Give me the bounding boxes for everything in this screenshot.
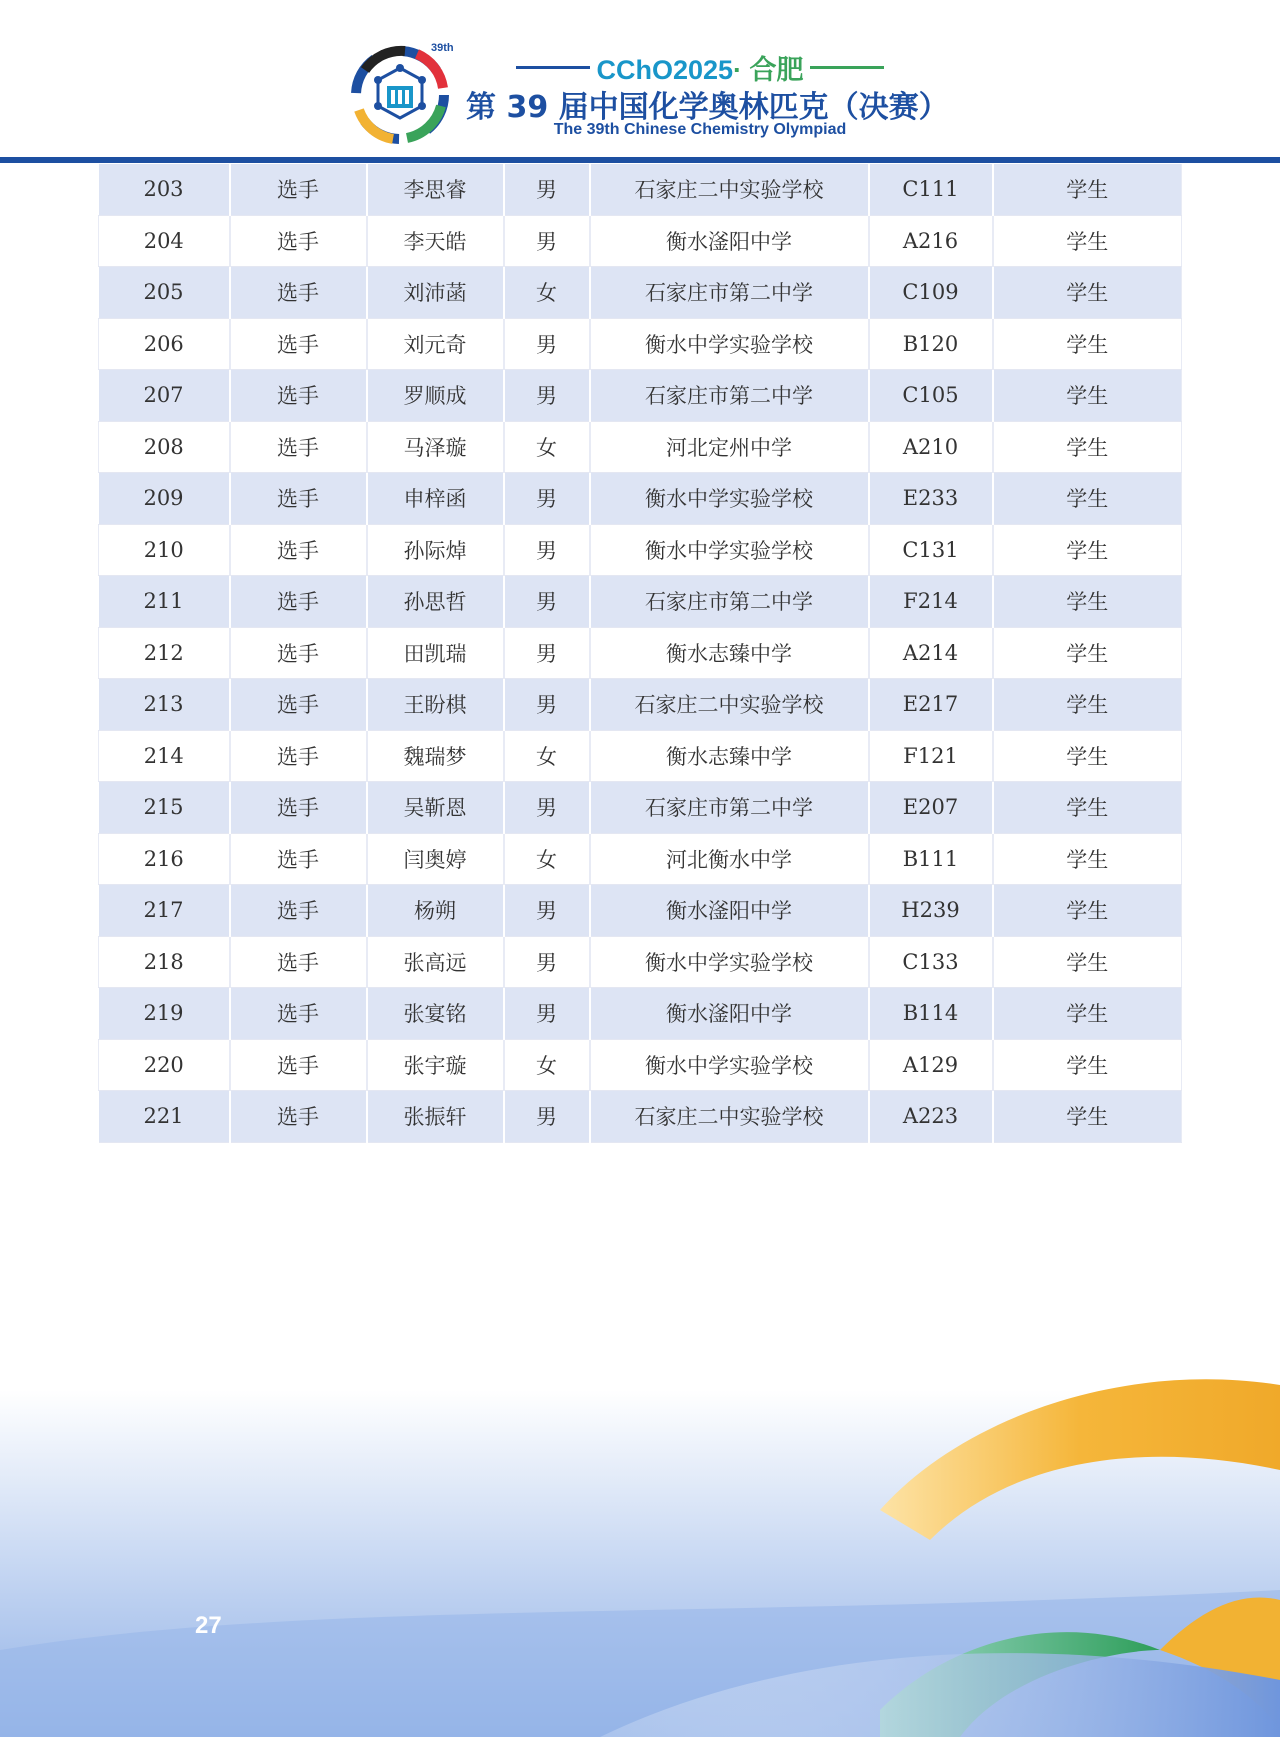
cell-row-number: 218 xyxy=(99,936,230,988)
cell-category: 学生 xyxy=(993,988,1182,1040)
cell-role: 选手 xyxy=(230,730,367,782)
cell-role: 选手 xyxy=(230,164,367,215)
cell-gender: 男 xyxy=(504,524,590,576)
cell-role: 选手 xyxy=(230,473,367,525)
table-row xyxy=(99,576,1182,628)
page-number: 27 xyxy=(195,1612,222,1639)
table-row xyxy=(99,215,1182,267)
cell-row-number: 217 xyxy=(99,885,230,937)
cell-name: 孙思哲 xyxy=(367,576,504,628)
cell-row-number: 220 xyxy=(99,1039,230,1091)
cell-gender: 男 xyxy=(504,679,590,731)
cell-school: 衡水滏阳中学 xyxy=(590,988,869,1040)
cell-school: 石家庄市第二中学 xyxy=(590,267,869,319)
cell-name: 吴靳恩 xyxy=(367,782,504,834)
cell-gender: 男 xyxy=(504,164,590,215)
table-row xyxy=(99,524,1182,576)
cell-row-number: 216 xyxy=(99,833,230,885)
footer-decoration xyxy=(0,1350,1280,1737)
cell-school: 石家庄二中实验学校 xyxy=(590,679,869,731)
header-rule xyxy=(0,157,1280,163)
cell-role: 选手 xyxy=(230,1091,367,1143)
event-city: · 合肥 xyxy=(733,54,804,85)
cell-seat: A129 xyxy=(869,1039,993,1091)
cell-role: 选手 xyxy=(230,576,367,628)
cell-seat: F214 xyxy=(869,576,993,628)
cell-category: 学生 xyxy=(993,215,1182,267)
cell-name: 刘沛菡 xyxy=(367,267,504,319)
cell-gender: 男 xyxy=(504,576,590,628)
cell-school: 河北定州中学 xyxy=(590,421,869,473)
cell-school: 衡水志臻中学 xyxy=(590,730,869,782)
cell-role: 选手 xyxy=(230,267,367,319)
cell-category: 学生 xyxy=(993,473,1182,525)
cell-category: 学生 xyxy=(993,318,1182,370)
cell-name: 张宇璇 xyxy=(367,1039,504,1091)
cell-name: 张振轩 xyxy=(367,1091,504,1143)
cell-school: 衡水滏阳中学 xyxy=(590,215,869,267)
table-row xyxy=(99,936,1182,988)
cell-category: 学生 xyxy=(993,1039,1182,1091)
cell-name: 杨朔 xyxy=(367,885,504,937)
cell-seat: A223 xyxy=(869,1091,993,1143)
cell-category: 学生 xyxy=(993,782,1182,834)
cell-seat: B111 xyxy=(869,833,993,885)
cell-seat: C109 xyxy=(869,267,993,319)
cell-seat: B114 xyxy=(869,988,993,1040)
cell-name: 张高远 xyxy=(367,936,504,988)
cell-gender: 男 xyxy=(504,215,590,267)
cell-role: 选手 xyxy=(230,936,367,988)
cell-row-number: 208 xyxy=(99,421,230,473)
cell-category: 学生 xyxy=(993,679,1182,731)
table-row xyxy=(99,988,1182,1040)
table-row xyxy=(99,370,1182,422)
roster-body xyxy=(99,164,1182,1142)
cell-row-number: 215 xyxy=(99,782,230,834)
cell-name: 李天皓 xyxy=(367,215,504,267)
cell-gender: 女 xyxy=(504,421,590,473)
cell-name: 闫奥婷 xyxy=(367,833,504,885)
cell-gender: 女 xyxy=(504,1039,590,1091)
cell-row-number: 211 xyxy=(99,576,230,628)
table-row xyxy=(99,833,1182,885)
cell-category: 学生 xyxy=(993,627,1182,679)
cell-seat: E233 xyxy=(869,473,993,525)
cell-school: 衡水中学实验学校 xyxy=(590,1039,869,1091)
cell-row-number: 212 xyxy=(99,627,230,679)
cell-seat: C105 xyxy=(869,370,993,422)
cell-gender: 男 xyxy=(504,627,590,679)
table-row xyxy=(99,421,1182,473)
cell-school: 衡水滏阳中学 xyxy=(590,885,869,937)
cell-school: 衡水中学实验学校 xyxy=(590,524,869,576)
cell-name: 李思睿 xyxy=(367,164,504,215)
cell-category: 学生 xyxy=(993,833,1182,885)
cell-school: 石家庄市第二中学 xyxy=(590,782,869,834)
cell-role: 选手 xyxy=(230,215,367,267)
cell-gender: 男 xyxy=(504,782,590,834)
cell-role: 选手 xyxy=(230,679,367,731)
cell-seat: F121 xyxy=(869,730,993,782)
cell-role: 选手 xyxy=(230,627,367,679)
title-dash-right xyxy=(810,66,884,69)
cell-seat: E207 xyxy=(869,782,993,834)
cell-seat: A216 xyxy=(869,215,993,267)
cell-role: 选手 xyxy=(230,782,367,834)
cell-seat: C133 xyxy=(869,936,993,988)
table-row xyxy=(99,318,1182,370)
cell-school: 河北衡水中学 xyxy=(590,833,869,885)
cell-name: 魏瑞梦 xyxy=(367,730,504,782)
cell-row-number: 210 xyxy=(99,524,230,576)
logo-superscript: 39th xyxy=(431,42,454,54)
cell-gender: 女 xyxy=(504,730,590,782)
cell-seat: E217 xyxy=(869,679,993,731)
title-event-code xyxy=(510,50,890,84)
cell-role: 选手 xyxy=(230,318,367,370)
cell-seat: A214 xyxy=(869,627,993,679)
cell-school: 衡水中学实验学校 xyxy=(590,473,869,525)
cell-name: 田凯瑞 xyxy=(367,627,504,679)
cell-category: 学生 xyxy=(993,1091,1182,1143)
cell-role: 选手 xyxy=(230,421,367,473)
cell-category: 学生 xyxy=(993,524,1182,576)
cell-school: 石家庄市第二中学 xyxy=(590,370,869,422)
cell-row-number: 219 xyxy=(99,988,230,1040)
cell-gender: 男 xyxy=(504,473,590,525)
cell-gender: 男 xyxy=(504,1091,590,1143)
title-english: The 39th Chinese Chemistry Olympiad xyxy=(553,121,847,138)
cell-gender: 女 xyxy=(504,833,590,885)
cell-school: 石家庄市第二中学 xyxy=(590,576,869,628)
cell-school: 衡水中学实验学校 xyxy=(590,318,869,370)
table-row xyxy=(99,679,1182,731)
olympiad-logo-icon xyxy=(345,40,455,150)
cell-category: 学生 xyxy=(993,576,1182,628)
table-row xyxy=(99,627,1182,679)
table-row xyxy=(99,782,1182,834)
cell-name: 罗顺成 xyxy=(367,370,504,422)
cell-name: 王盼棋 xyxy=(367,679,504,731)
cell-category: 学生 xyxy=(993,267,1182,319)
cell-row-number: 209 xyxy=(99,473,230,525)
cell-category: 学生 xyxy=(993,164,1182,215)
title-dash-left xyxy=(516,66,590,69)
table-row xyxy=(99,730,1182,782)
cell-category: 学生 xyxy=(993,730,1182,782)
cell-row-number: 204 xyxy=(99,215,230,267)
cell-row-number: 213 xyxy=(99,679,230,731)
cell-gender: 男 xyxy=(504,988,590,1040)
cell-gender: 男 xyxy=(504,936,590,988)
cell-seat: B120 xyxy=(869,318,993,370)
cell-name: 马泽璇 xyxy=(367,421,504,473)
page-header xyxy=(0,0,1280,165)
table-row xyxy=(99,473,1182,525)
cell-category: 学生 xyxy=(993,936,1182,988)
cell-role: 选手 xyxy=(230,524,367,576)
cell-row-number: 203 xyxy=(99,164,230,215)
cell-gender: 男 xyxy=(504,370,590,422)
cell-category: 学生 xyxy=(993,370,1182,422)
cell-name: 张宴铭 xyxy=(367,988,504,1040)
cell-gender: 男 xyxy=(504,885,590,937)
table-row xyxy=(99,885,1182,937)
cell-role: 选手 xyxy=(230,833,367,885)
cell-gender: 女 xyxy=(504,267,590,319)
cell-name: 刘元奇 xyxy=(367,318,504,370)
cell-row-number: 206 xyxy=(99,318,230,370)
cell-school: 衡水志臻中学 xyxy=(590,627,869,679)
roster-table xyxy=(98,164,1182,1143)
cell-role: 选手 xyxy=(230,885,367,937)
cell-name: 孙际焯 xyxy=(367,524,504,576)
cell-name: 申梓函 xyxy=(367,473,504,525)
cell-row-number: 207 xyxy=(99,370,230,422)
cell-school: 石家庄二中实验学校 xyxy=(590,164,869,215)
footer-waves-icon xyxy=(0,1350,1280,1737)
cell-seat: C111 xyxy=(869,164,993,215)
cell-row-number: 214 xyxy=(99,730,230,782)
cell-role: 选手 xyxy=(230,988,367,1040)
cell-category: 学生 xyxy=(993,421,1182,473)
cell-gender: 男 xyxy=(504,318,590,370)
cell-school: 衡水中学实验学校 xyxy=(590,936,869,988)
table-row xyxy=(99,1039,1182,1091)
table-row xyxy=(99,267,1182,319)
cell-row-number: 221 xyxy=(99,1091,230,1143)
cell-role: 选手 xyxy=(230,370,367,422)
event-code: CChO2025 xyxy=(596,54,734,85)
cell-role: 选手 xyxy=(230,1039,367,1091)
cell-row-number: 205 xyxy=(99,267,230,319)
title-chinese: 第 39 届中国化学奥林匹克（决赛） xyxy=(466,90,949,125)
table-row xyxy=(99,1091,1182,1143)
cell-seat: H239 xyxy=(869,885,993,937)
table-row xyxy=(99,164,1182,215)
cell-seat: C131 xyxy=(869,524,993,576)
cell-school: 石家庄二中实验学校 xyxy=(590,1091,869,1143)
cell-seat: A210 xyxy=(869,421,993,473)
cell-category: 学生 xyxy=(993,885,1182,937)
